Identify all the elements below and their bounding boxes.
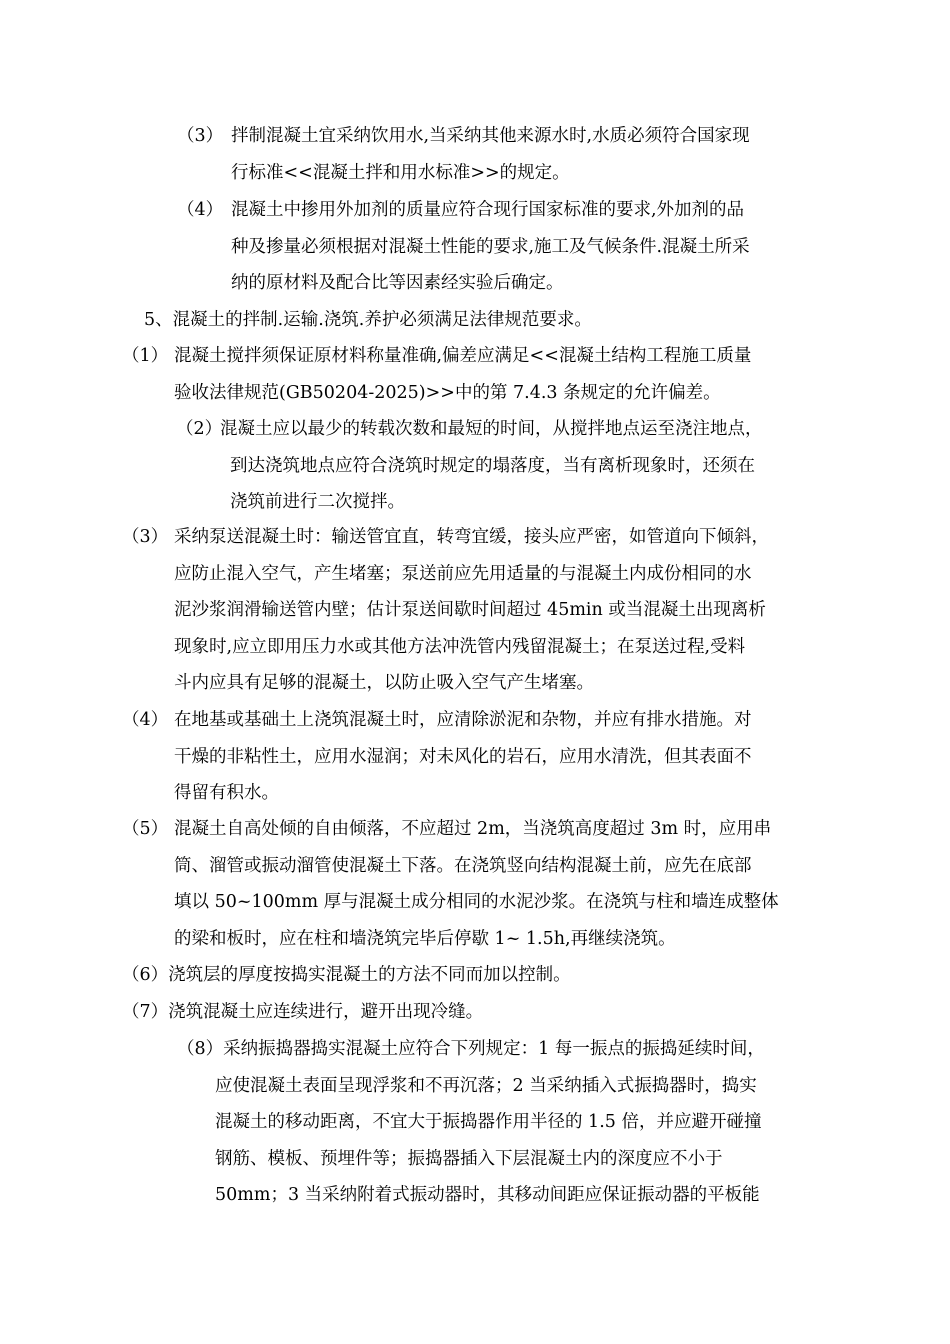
- paragraph-line: 50mm；3 当采纳附着式振动器时，其移动间距应保证振动器的平板能: [215, 1185, 760, 1205]
- paragraph-line: 混凝土应以最少的转载次数和最短的时间，从搅拌地点运至浇注地点，: [220, 419, 763, 439]
- paragraph-line: 干燥的非粘性土，应用水湿润；对未风化的岩石，应用水清洗，但其表面不: [174, 746, 752, 767]
- paragraph-line: 纳的原材料及配合比等因素经实验后确定。: [231, 273, 564, 293]
- paragraph-line: 采纳泵送混凝土时：输送管宜直，转弯宜缓，接头应严密，如管道向下倾斜，: [174, 527, 769, 547]
- paragraph-line: 填以 50~100mm 厚与混凝土成分相同的水泥沙浆。在浇筑与柱和墙连成整体: [174, 892, 779, 912]
- paragraph-line: 泥沙浆润滑输送管内壁；估计泵送间歇时间超过 45min 或当混凝土出现离析: [174, 600, 766, 620]
- paragraph-line: 混凝土自高处倾的自由倾落，不应超过 2m，当浇筑高度超过 3m 时，应用串: [174, 819, 772, 839]
- paragraph-line: 混凝土搅拌须保证原材料称量准确,偏差应满足<<混凝土结构工程施工质量: [174, 346, 752, 366]
- item-marker: （5）: [122, 819, 169, 839]
- list-item: [122, 338, 751, 411]
- paragraph-line: 行标准<<混凝土拌和用水标准>>的规定。: [231, 162, 570, 183]
- paragraph-line: 得留有积水。: [174, 783, 279, 803]
- paragraph-line: 5、混凝土的拌制.运输.浇筑.养护必须满足法律规范要求。: [144, 310, 592, 330]
- paragraph-line: 钢筋、模板、预埋件等；振捣器插入下层混凝土内的深度应不小于: [215, 1148, 723, 1169]
- list-item: [122, 994, 483, 1031]
- item-marker: （3）: [122, 527, 169, 547]
- list-item: [176, 411, 763, 521]
- paragraph-line: 到达浇筑地点应符合浇筑时规定的塌落度，当有离析现象时，还须在: [230, 455, 755, 476]
- list-item: [122, 957, 571, 994]
- paragraph-line: 拌制混凝土宜采纳饮用水,当采纳其他来源水时,水质必须符合国家现: [231, 126, 750, 146]
- paragraph-line: （8）采纳振捣器捣实混凝土应符合下列规定：1 每一振点的振捣延续时间，: [177, 1039, 765, 1059]
- item-marker: （2）: [176, 419, 223, 439]
- paragraph-line: 验收法律规范(GB50204-2025)>>中的第 7.4.3 条规定的允许偏差。: [174, 382, 721, 403]
- list-item: [122, 811, 779, 957]
- paragraph-line: 种及掺量必须根据对混凝土性能的要求,施工及气候条件.混凝土所采: [231, 236, 750, 257]
- paragraph-line: 现象时,应立即用压力水或其他方法冲洗管内残留混凝土；在泵送过程,受料: [174, 636, 746, 657]
- paragraph-line: 浇筑前进行二次搅拌。: [230, 492, 405, 512]
- list-item: [177, 1031, 765, 1214]
- item-marker: （3）: [177, 126, 224, 146]
- section-heading: [144, 302, 592, 339]
- list-item: [122, 702, 752, 812]
- paragraph-line: 的梁和板时，应在柱和墙浇筑完毕后停歇 1~ 1.5h,再继续浇筑。: [174, 928, 676, 949]
- paragraph-line: （7）浇筑混凝土应连续进行，避开出现冷缝。: [122, 1002, 484, 1022]
- item-marker: （4）: [122, 710, 169, 730]
- paragraph-line: 应使混凝土表面呈现浮浆和不再沉落；2 当采纳插入式振捣器时，捣实: [215, 1075, 757, 1096]
- paragraph-line: 混凝土的移动距离，不宜大于振捣器作用半径的 1.5 倍，并应避开碰撞: [215, 1112, 762, 1132]
- list-item: [177, 118, 750, 191]
- list-item: [177, 192, 750, 302]
- paragraph-line: 应防止混入空气，产生堵塞；泵送前应先用适量的与混凝土内成份相同的水: [174, 563, 752, 584]
- item-marker: （4）: [177, 200, 224, 220]
- paragraph-line: 在地基或基础土上浇筑混凝土时，应清除淤泥和杂物，并应有排水措施。对: [174, 710, 752, 730]
- item-marker: （1）: [122, 346, 169, 366]
- list-item: [122, 519, 769, 702]
- paragraph-line: 筒、溜管或振动溜管使混凝土下落。在浇筑竖向结构混凝土前，应先在底部: [174, 855, 752, 876]
- paragraph-line: 混凝土中掺用外加剂的质量应符合现行国家标准的要求,外加剂的品: [231, 200, 745, 220]
- paragraph-line: （6）浇筑层的厚度按捣实混凝土的方法不同而加以控制。: [122, 965, 571, 985]
- paragraph-line: 斗内应具有足够的混凝土，以防止吸入空气产生堵塞。: [174, 673, 594, 693]
